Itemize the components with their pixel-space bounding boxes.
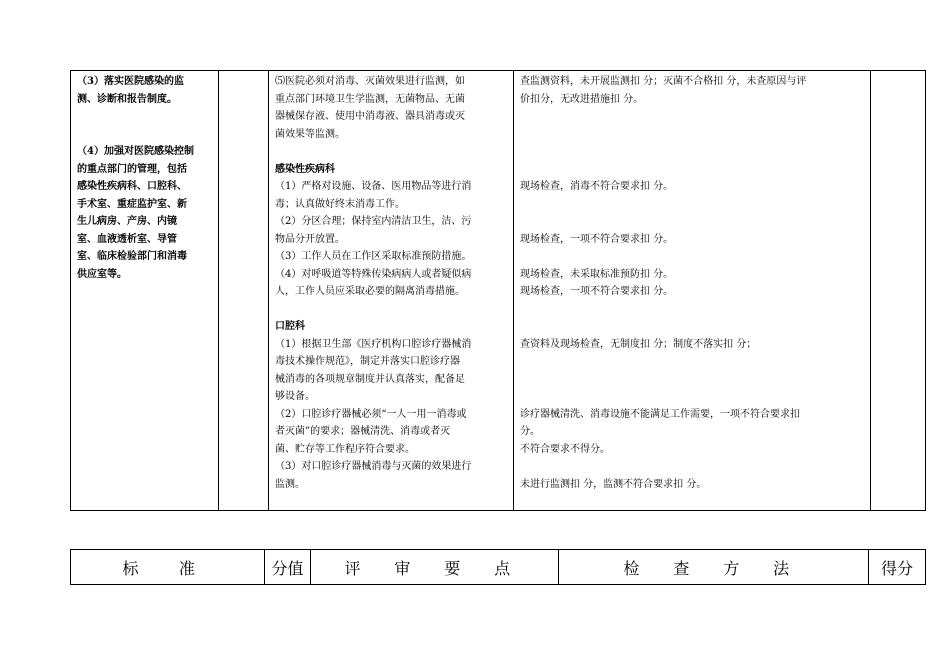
oral-2-line1: （2）口腔诊疗器械必须“一人一用一消毒或 — [275, 408, 467, 420]
oral-section-title: 口腔科 — [275, 321, 305, 332]
oral-2-line2: 者灭菌”的要求；器械清洗、消毒或者灭 — [275, 426, 451, 437]
method-infect-1: 现场检查，消毒不符合要求扣 分。 — [520, 181, 674, 192]
standard-item4-line4: 手术室、重症监护室、新 — [77, 198, 187, 210]
standard-item3-line1: （3）落实医院感染的监 — [77, 76, 184, 87]
monitor-line4: 菌效果等监测。 — [275, 128, 345, 140]
monitor-line3: 器械保存液、使用中消毒液、器具消毒或灭 — [275, 111, 465, 122]
infect-section-title: 感染性疾病科 — [275, 163, 335, 175]
header-score-value: 分值 — [265, 550, 311, 585]
method-monitor-line1: 查监测资料，未开展监测扣 分；灭菌不合格扣 分，未查原因与评 — [520, 76, 807, 87]
review-points-cell — [269, 71, 514, 511]
content-table — [70, 70, 926, 511]
header-row — [71, 550, 926, 585]
oral-2-line3: 菌、贮存等工作程序符合要求。 — [275, 443, 415, 455]
header-review-points: 评 审 要 点 — [311, 550, 559, 585]
method-oral-2-line2: 分。 — [520, 426, 540, 437]
method-infect-3: 现场检查，未采取标准预防扣 分。 — [520, 268, 674, 280]
method-monitor-line2: 价扣分，无改进措施扣 分。 — [520, 93, 644, 105]
monitor-line2: 重点部门环境卫生学监测，无菌物品、无菌 — [275, 93, 465, 105]
infect-4-line1: （4）对呼吸道等特殊传染病病人或者疑似病 — [275, 268, 472, 280]
header-check-method: 检 查 方 法 — [559, 550, 869, 585]
method-oral-2-line1: 诊疗器械清洗、消毒设施不能满足工作需要，一项不符合要求扣 — [520, 408, 800, 420]
oral-3-line2: 监测。 — [275, 478, 305, 490]
standard-item4-line8: 供应室等。 — [77, 268, 127, 280]
score-cell — [871, 71, 926, 511]
infect-1-line2: 毒；认真做好终末消毒工作。 — [275, 198, 405, 210]
method-oral-1: 查资料及现场检查，无制度扣 分；制度不落实扣 分； — [520, 338, 757, 350]
infect-4-line2: 人，工作人员应采取必要的隔离消毒措施。 — [275, 286, 465, 297]
oral-1-line4: 够设备。 — [275, 391, 315, 402]
infect-3-line1: （3）工作人员在工作区采取标准预防措施。 — [275, 251, 472, 262]
header-standard: 标 准 — [71, 550, 265, 585]
oral-3-line1: （3）对口腔诊疗器械消毒与灭菌的效果进行 — [275, 461, 472, 472]
method-oral-3: 未进行监测扣 分，监测不符合要求扣 分。 — [520, 478, 707, 490]
standard-item3-line2: 测、诊断和报告制度。 — [77, 93, 177, 105]
oral-1-line3: 械消毒的各项规章制度并认真落实，配备足 — [275, 373, 465, 385]
oral-1-line1: （1）根据卫生部《医疗机构口腔诊疗器械消 — [275, 338, 472, 350]
header-table — [70, 549, 926, 585]
infect-2-line1: （2）分区合理；保持室内清洁卫生，洁、污 — [275, 216, 472, 227]
standard-item4-line1: （4）加强对医院感染控制 — [77, 146, 194, 157]
table-row — [71, 71, 926, 511]
header-score: 得分 — [869, 550, 926, 585]
oral-1-line2: 毒技术操作规范》，制定并落实口腔诊疗器 — [275, 356, 460, 367]
standard-item4-line3: 感染性疾病科、口腔科、 — [77, 181, 187, 192]
standard-cell — [71, 71, 219, 511]
method-oral-2-line3: 不符合要求不得分。 — [520, 443, 610, 455]
monitor-line1: ⑸医院必须对消毒、灭菌效果进行监测，如 — [275, 76, 465, 87]
standard-item4-line7: 室、临床检验部门和消毒 — [77, 251, 187, 262]
check-method-cell — [514, 71, 871, 511]
infect-2-line2: 物品分开放置。 — [275, 233, 345, 245]
standard-item4-line5: 生儿病房、产房、内镜 — [77, 216, 177, 227]
standard-item4-line6: 室、血液透析室、导管 — [77, 233, 177, 245]
score-value-cell — [219, 71, 269, 511]
infect-1-line1: （1）严格对设施、设备、医用物品等进行消 — [275, 181, 472, 192]
standard-item4-line2: 的重点部门的管理，包括 — [77, 163, 187, 175]
method-infect-4: 现场检查，一项不符合要求扣 分。 — [520, 286, 674, 297]
method-infect-2: 现场检查，一项不符合要求扣 分。 — [520, 233, 674, 245]
